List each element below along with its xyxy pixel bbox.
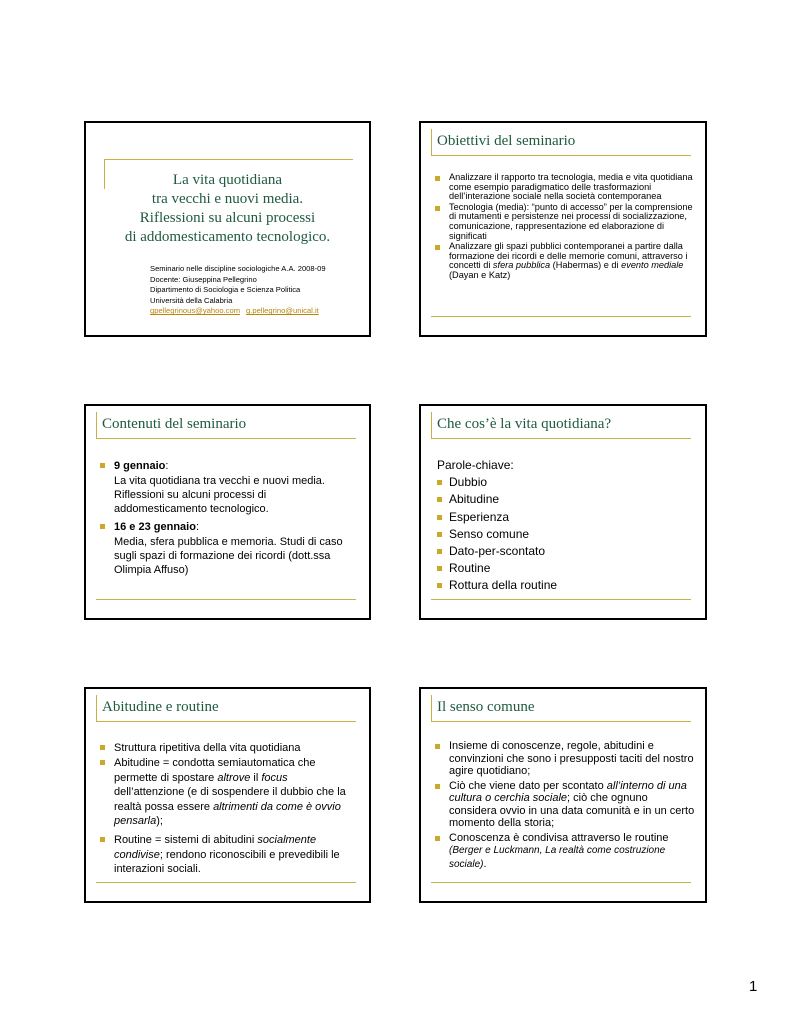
slide-vita-quotidiana (419, 404, 707, 620)
keyword-intro: Parole-chiave: (437, 458, 514, 472)
page-number: 1 (749, 978, 758, 995)
bullet-item: Analizzare il rapporto tra tecnologia, media e vita quotidiana come esempio paradigmatico delle trasformazioni dell’interazione sociale nella società contemporanea (435, 173, 695, 202)
accent-line-bottom (96, 882, 356, 883)
email-link-unical[interactable]: g.pellegrino@unical.it (246, 306, 319, 316)
accent-line-left (431, 412, 432, 438)
bullet-list (435, 740, 695, 875)
slide-abitudine (84, 687, 371, 903)
keyword-item: Abitudine (437, 491, 557, 508)
slide-title (84, 121, 371, 337)
accent-line-top (96, 721, 356, 722)
accent-line-top (431, 721, 691, 722)
course-info: Seminario nelle discipline sociologiche A.A. 2008-09 Docente: Giuseppina Pellegrino Dipartimento di Sociologia e Scienza Politica Università della Calabria gpellegrinous@yahoo.com g.pellegrino@unical.it (150, 264, 326, 316)
accent-line-left (96, 412, 97, 438)
bullet-item: 16 e 23 gennaio: Media, sfera pubblica e memoria. Studi di caso sugli spazi di formazione dei ricordi (dott.ssa Olimpia Affuso) (100, 520, 359, 577)
accent-line-top (96, 438, 356, 439)
accent-line-top (431, 438, 691, 439)
accent-line-bottom (431, 599, 691, 600)
bullet-item: Ciò che viene dato per scontato all’interno di una cultura o cerchia sociale; ciò che ognuno considera ovvio in una data comunità e in un certo momento della storia; (435, 780, 695, 830)
bullet-item: Tecnologia (media): “punto di accesso” per la comprensione di mutamenti e persistenze nei processi di socializzazione, comunicazione, rappresentazione ed elaborazione di significati (435, 203, 695, 241)
keyword-item: Dubbio (437, 474, 557, 491)
accent-line-top (431, 155, 691, 156)
bullet-list (100, 459, 359, 581)
accent-line-bottom (431, 882, 691, 883)
presentation-title: La vita quotidiana tra vecchi e nuovi media. Riflessioni su alcuni processi di addomesticamento tecnologico. (124, 172, 331, 245)
keyword-list (437, 457, 557, 595)
slide-obiettivi (419, 121, 707, 337)
accent-line-left (431, 695, 432, 721)
accent-line-bottom (431, 316, 691, 317)
bullet-item: Insieme di conoscenze, regole, abitudini e convinzioni che sono i presupposti taciti del nostro agire quotidiano; (435, 740, 695, 778)
accent-line-bottom (96, 599, 356, 600)
slide-senso-comune (419, 687, 707, 903)
accent-line-left (96, 695, 97, 721)
slide-heading: Obiettivi del seminario (437, 133, 576, 149)
slide-heading: Il senso comune (437, 699, 535, 715)
bullet-item: 9 gennaio: La vita quotidiana tra vecchi e nuovi media. Riflessioni su alcuni processi di addomesticamento tecnologico. (100, 459, 359, 516)
accent-line-top (104, 159, 353, 160)
slide-heading: Che cos’è la vita quotidiana? (437, 416, 612, 432)
slide-heading: Contenuti del seminario (102, 416, 247, 432)
slide-heading: Abitudine e routine (102, 699, 219, 715)
keyword-item: Routine (437, 560, 557, 577)
bullet-item: Conoscenza è condivisa attraverso le routine (Berger e Luckmann, La realtà come costruzione sociale). (435, 832, 695, 872)
bullet-list (435, 173, 695, 282)
bullet-item: Abitudine = condotta semiautomatica che permette di spostare altrove il focus dell’attenzione (e di sospendere il dubbio che la realtà possa essere altrimenti da come è ovvio pensarla); (100, 756, 359, 829)
bullet-item: Struttura ripetitiva della vita quotidiana (100, 741, 359, 755)
bullet-item: Analizzare gli spazi pubblici contemporanei a partire dalla formazione dei ricordi e delle memorie comuni, attraverso i concetti di sfera pubblica (Habermas) e di evento mediale (Dayan e Katz) (435, 242, 695, 280)
bullet-list (100, 741, 359, 881)
keyword-item: Esperienza (437, 509, 557, 526)
accent-line-left (431, 129, 432, 155)
slide-contenuti (84, 404, 371, 620)
keyword-item: Dato-per-scontato (437, 543, 557, 560)
email-link-yahoo[interactable]: gpellegrinous@yahoo.com (150, 306, 241, 316)
bullet-item: Routine = sistemi di abitudini socialmente condivise; rendono riconoscibili e prevedibili le interazioni sociali. (100, 833, 359, 877)
keyword-item: Senso comune (437, 526, 557, 543)
keyword-item: Rottura della routine (437, 577, 557, 594)
